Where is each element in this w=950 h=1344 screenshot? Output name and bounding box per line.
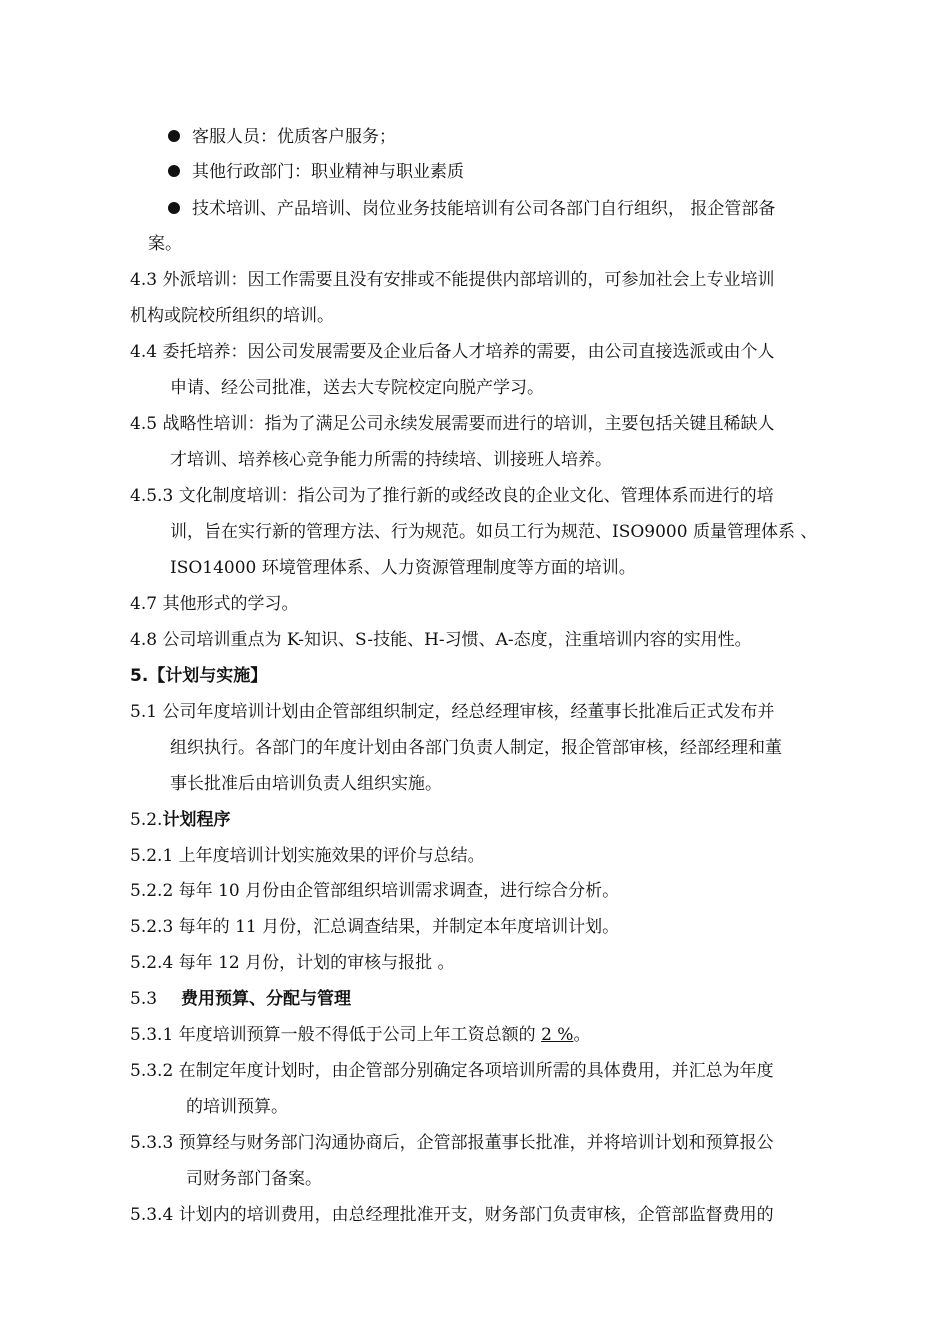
section-number: 5.3 [130,989,158,1009]
section-5-3-3-line-1: 5.3.3 预算经与财务部门沟通协商后，企管部报董事长批准，并将培训计划和预算报公 [130,1133,774,1153]
section-4-4-line-2: 申请、经公司批准，送去大专院校定向脱产学习。 [170,378,544,398]
section-number: 5.2. [130,810,163,830]
section-4-8: 4.8 公司培训重点为 K-知识、S-技能、H-习惯、A-态度，注重培训内容的实用性。 [130,630,752,650]
text: 。 [573,1025,591,1045]
bullet-text: 客服人员：优质客户服务； [192,127,396,147]
bullet-text: 其他行政部门：职业精神与职业素质 [192,162,464,182]
section-5-2-heading [130,809,230,831]
section-5-1-line-1: 5.1 公司年度培训计划由企管部组织制定，经总经理审核，经董事长批准后正式发布并 [130,702,775,722]
bullet-icon [168,165,180,177]
section-5-2-4: 5.2.4 每年 12 月份，计划的审核与报批 。 [130,953,455,973]
section-5-3-heading [130,988,351,1010]
section-4-5-3-line-3: ISO14000 环境管理体系、人力资源管理制度等方面的培训。 [170,558,636,578]
section-5-3-2-line-2: 的培训预算。 [186,1097,288,1117]
section-5-3-4: 5.3.4 计划内的培训费用，由总经理批准开支，财务部门负责审核，企管部监督费用的 [130,1205,774,1225]
bullet-item [168,126,396,148]
section-5-2-1: 5.2.1 上年度培训计划实施效果的评价与总结。 [130,846,485,866]
bullet-icon [168,202,180,214]
section-5-1-line-3: 事长批准后由培训负责人组织实施。 [170,774,442,794]
section-5-2-3: 5.2.3 每年的 11 月份，汇总调查结果，并制定本年度培训计划。 [130,917,620,937]
section-title: 费用预算、分配与管理 [181,989,352,1009]
section-4-3-line-2: 机构或院校所组织的培训。 [130,306,334,326]
section-4-5-line-1: 4.5 战略性培训：指为了满足公司永续发展需要而进行的培训，主要包括关键且稀缺人 [130,414,775,434]
section-4-7: 4.7 其他形式的学习。 [130,594,299,614]
section-5-3-3-line-2: 司财务部门备案。 [186,1169,322,1189]
section-4-5-3-line-2: 训，旨在实行新的管理方法、行为规范。如员工行为规范、ISO9000 质量管理体系 、 [170,522,818,542]
bullet-item [168,161,464,183]
budget-percent: 2 % [541,1025,574,1045]
section-4-3-line-1: 4.3 外派培训：因工作需要且没有安排或不能提供内部培训的，可参加社会上专业培训 [130,270,775,290]
text: 5.3.1 年度培训预算一般不得低于公司上年工资总额的 [130,1025,542,1045]
section-4-4-line-1: 4.4 委托培养：因公司发展需要及企业后备人才培养的需要，由公司直接选派或由个人 [130,342,775,362]
bullet-continuation: 案。 [148,234,182,254]
section-title: 计划程序 [162,810,231,830]
section-5-2-2: 5.2.2 每年 10 月份由企管部组织培训需求调查，进行综合分析。 [130,881,620,901]
section-5-1-line-2: 组织执行。各部门的年度计划由各部门负责人制定，报企管部审核，经部经理和董 [170,738,782,758]
bullet-text: 技术培训、产品培训、岗位业务技能培训有公司各部门自行组织， 报企管部备 [192,199,776,219]
section-5-3-1 [130,1024,590,1046]
bullet-icon [168,130,180,142]
section-4-5-line-2: 才培训、培养核心竞争能力所需的持续培、训接班人培养。 [170,450,612,470]
section-4-5-3-line-1: 4.5.3 文化制度培训：指公司为了推行新的或经改良的企业文化、管理体系而进行的培 [130,486,774,506]
section-5-3-2-line-1: 5.3.2 在制定年度计划时，由企管部分别确定各项培训所需的具体费用，并汇总为年度 [130,1061,774,1081]
section-5-heading: 5.【计划与实施】 [130,666,268,686]
bullet-item [168,198,775,220]
